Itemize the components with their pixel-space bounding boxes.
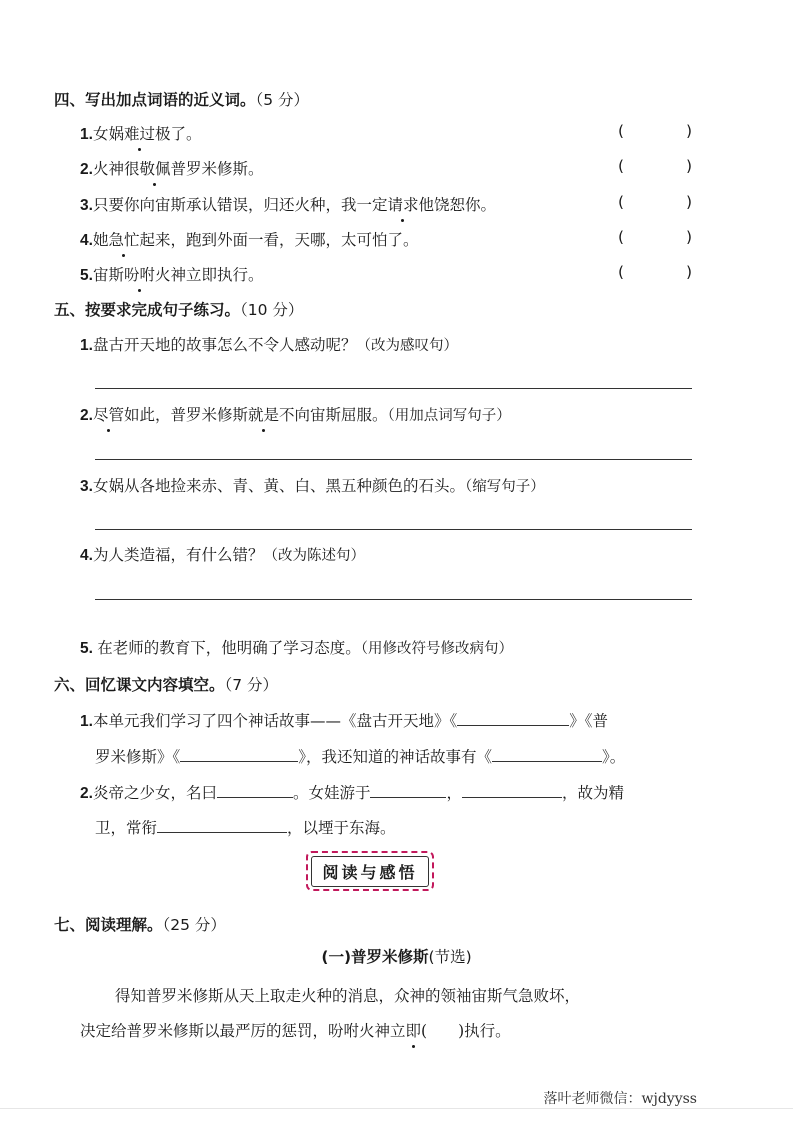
item-number: 1. [80,337,93,354]
dotted-word: 急忙 [108,228,139,250]
question-text: 在老师的教育下，他明确了学习态度。 [92,640,361,657]
question-text: 罗米修斯》《 [95,748,181,766]
s5-answer-line-2[interactable] [95,459,692,460]
fill-blank[interactable] [370,781,446,798]
section-7-points: （25 分） [162,916,226,934]
item-text: 火神很 [92,160,140,178]
section-6-title: 六、回忆课文内容填空。 [54,676,225,694]
reading-section-badge [306,851,434,891]
passage-title [0,945,793,967]
question-note: （用加点词写句子） [387,408,511,424]
item-text: 极了。 [154,125,202,143]
paren-open: ( [618,122,625,140]
item-number: 4. [80,547,93,564]
section-7-heading [54,913,226,935]
item-number: 2. [80,785,93,802]
badge-label: 阅读与感悟 [311,856,428,887]
s6-question-1-line-2 [95,745,625,767]
dotted-word: 难过 [124,122,155,144]
item-text: 火神立即执行。 [154,266,264,284]
item-number: 3. [80,197,93,214]
question-text: 不向宙斯屈服。 [278,406,388,424]
passage-text[interactable]: ( )执行。 [421,1022,511,1040]
s4-answer-paren-4[interactable] [618,228,692,246]
s4-answer-paren-1[interactable] [618,122,692,140]
question-note: （用修改符号修改病句） [360,641,513,657]
dotted-word: 就是 [248,403,279,425]
question-text: 如此，普罗米修斯 [123,406,248,424]
item-number: 2. [80,407,93,424]
s6-question-2-line-1 [80,781,624,803]
paren-close: ) [685,193,692,211]
s4-item-5 [80,263,263,285]
question-text: 盘古开天地的故事怎么不令人感动呢？ [92,336,357,354]
item-text: 她 [92,231,109,249]
s5-question-3 [80,474,545,496]
paren-close: ) [685,263,692,281]
footer-watermark: 落叶老师微信：wjdyyss [543,1091,697,1107]
question-text: ， [446,784,462,802]
item-number: 5. [80,267,93,284]
s5-answer-line-1[interactable] [95,388,692,389]
question-text: 》，我还知道的神话故事有《 [298,748,493,766]
s5-answer-line-3[interactable] [95,529,692,530]
item-text: 只要你向宙斯承认错误，归还火种，我一定 [92,196,388,214]
section-5-points: （10 分） [240,301,304,319]
question-note: （改为感叹句） [356,338,458,354]
dotted-word: 请求 [387,193,418,215]
s4-item-2 [80,157,263,179]
s4-item-1 [80,122,201,144]
s5-question-5[interactable] [80,636,513,658]
dotted-word: 尽管 [93,403,124,425]
section-6-points: （7 分） [224,676,279,694]
question-text: 》。 [602,748,626,766]
fill-blank[interactable] [457,709,569,726]
s4-answer-paren-2[interactable] [618,157,692,175]
s5-question-2 [80,403,511,425]
s4-answer-paren-5[interactable] [618,263,692,281]
page-bottom-divider [0,1108,793,1109]
passage-title-note: (节选) [428,948,472,966]
section-4-heading [54,88,309,110]
item-text: 普罗米修斯。 [170,160,264,178]
section-7-title: 七、阅读理解。 [54,916,163,934]
item-number: 2. [80,161,93,178]
section-4-points: （5 分） [255,91,310,109]
item-number: 5. [80,640,93,657]
passage-text: 决定给普罗米修斯以最严厉的惩罚，吩咐火神立 [80,1022,406,1040]
item-text: 他饶恕你。 [418,196,496,214]
passage-title-main: (一)普罗米修斯 [321,948,429,966]
paren-open: ( [618,263,625,281]
s5-question-4 [80,543,365,565]
question-text: 卫，常衔 [95,819,158,837]
dotted-word: 敬佩 [139,157,170,179]
section-6-heading [54,673,278,695]
paren-close: ) [685,157,692,175]
question-text: 。女娃游于 [292,784,371,802]
section-5-title: 五、按要求完成句子练习。 [54,301,241,319]
dotted-word: 吩咐 [124,263,155,285]
s5-question-1 [80,333,458,355]
passage-paragraph-line-2 [80,1019,700,1041]
item-text: 宙斯 [92,266,124,284]
question-text: 炎帝之少女，名曰 [92,784,217,802]
question-text: 》《普 [569,712,608,730]
fill-blank[interactable] [492,745,602,762]
section-5-heading [54,298,303,320]
question-text: 本单元我们学习了四个神话故事——《盘古开天地》《 [92,712,458,730]
s6-question-2-line-2 [95,816,396,838]
paren-close: ) [685,228,692,246]
fill-blank[interactable] [217,781,293,798]
s4-answer-paren-3[interactable] [618,193,692,211]
item-text: 女娲 [92,125,124,143]
section-4-title: 四、写出加点词语的近义词。 [54,91,256,109]
fill-blank[interactable] [462,781,562,798]
s6-question-1-line-1 [80,709,608,731]
question-note: （改为陈述句） [263,548,365,564]
s4-item-4 [80,228,418,250]
question-text: ，以堙于东海。 [287,819,396,837]
paren-close: ) [685,122,692,140]
question-note: （缩写句子） [464,479,545,495]
paren-open: ( [618,228,625,246]
question-text: ，故为精 [561,784,624,802]
s4-item-3 [80,193,496,215]
question-text: 为人类造福，有什么错？ [92,546,264,564]
item-number: 4. [80,232,93,249]
dotted-word: 即 [406,1019,422,1041]
fill-blank[interactable] [180,745,298,762]
fill-blank[interactable] [157,816,287,833]
item-number: 1. [80,713,93,730]
item-number: 3. [80,478,93,495]
question-text: 女娲从各地捡来赤、青、黄、白、黑五种颜色的石头。 [92,477,465,495]
s5-answer-line-4[interactable] [95,599,692,600]
paren-open: ( [618,193,625,211]
passage-paragraph-line-1: 得知普罗米修斯从天上取走火种的消息，众神的领袖宙斯气急败坏， [115,987,581,1005]
paren-open: ( [618,157,625,175]
item-number: 1. [80,126,93,143]
item-text: 起来，跑到外面一看，天哪，太可怕了。 [139,231,419,249]
